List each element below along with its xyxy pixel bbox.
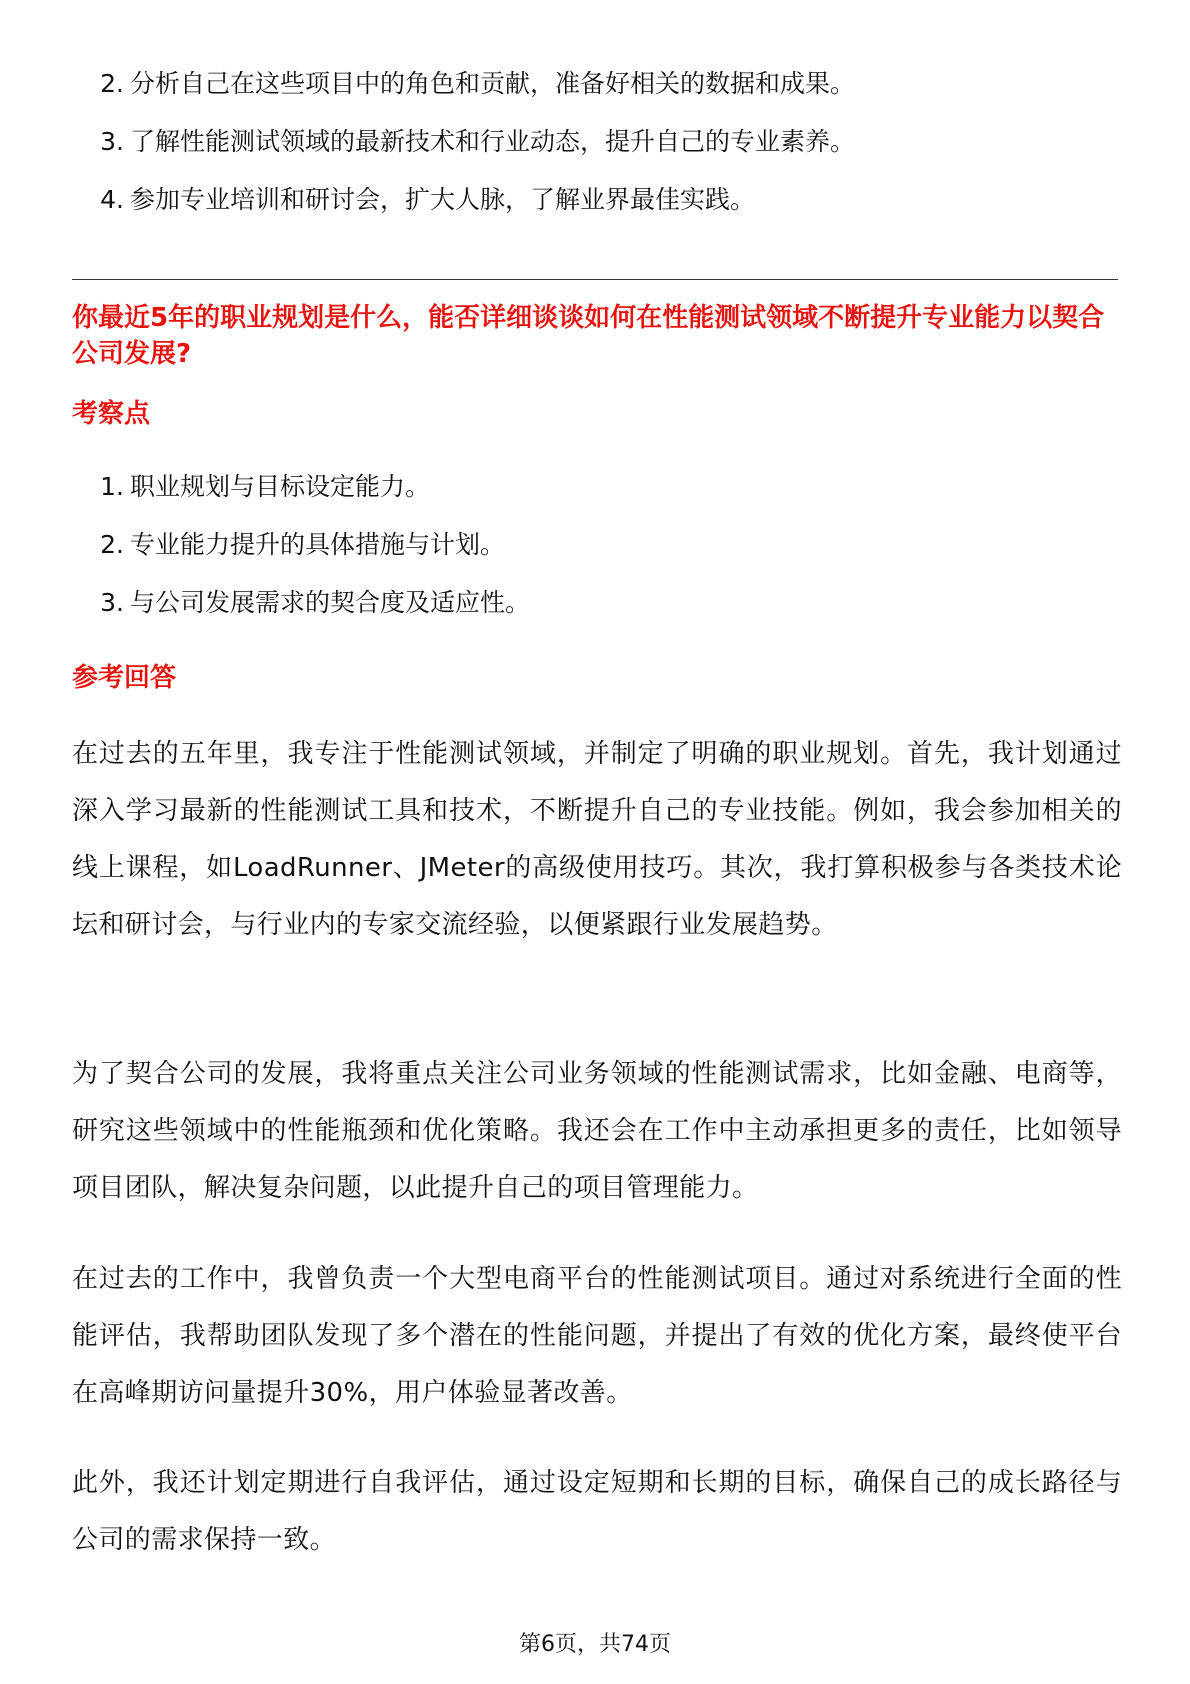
answer-paragraph: 此外，我还计划定期进行自我评估，通过设定短期和长期的目标，确保自己的成长路径与公司的需求保持一致。 (72, 1468, 1122, 1555)
reference-answer-label: 参考回答 (72, 663, 177, 693)
section-divider (72, 279, 1118, 280)
list-item (72, 516, 530, 574)
list-item-text: 专业能力提升的具体措施与计划。 (130, 530, 506, 559)
question-heading: 你最近5年的职业规划是什么，能否详细谈谈如何在性能测试领域不断提升专业能力以契合公司发展? (72, 303, 1105, 369)
list-item (72, 171, 855, 229)
list-item (72, 458, 530, 516)
answer-paragraph: 在过去的五年里，我专注于性能测试领域，并制定了明确的职业规划。首先，我计划通过深入学习最新的性能测试工具和技术，不断提升自己的专业技能。例如，我会参加相关的线上课程，如LoadRunner、JMeter的高级使用技巧。其次，我打算积极参与各类技术论坛和研讨会，与行业内的专家交流经验，以便紧跟行业发展趋势。 (72, 739, 1122, 940)
focus-points-label: 考察点 (72, 399, 151, 429)
list-item-number: 1. (100, 472, 124, 501)
list-item-number: 3. (100, 127, 124, 156)
list-item-text: 与公司发展需求的契合度及适应性。 (130, 588, 531, 617)
answer-paragraph: 为了契合公司的发展，我将重点关注公司业务领域的性能测试需求，比如金融、电商等，研究这些领域中的性能瓶颈和优化策略。我还会在工作中主动承担更多的责任，比如领导项目团队，解决复杂问题，以此提升自己的项目管理能力。 (72, 1059, 1122, 1203)
list-item (72, 55, 855, 113)
list-item-number: 2. (100, 69, 124, 98)
previous-numbered-list (72, 55, 855, 229)
focus-points-list (72, 458, 530, 632)
list-item-text: 参加专业培训和研讨会，扩大人脉，了解业界最佳实践。 (130, 185, 756, 214)
list-item-text: 分析自己在这些项目中的角色和贡献，准备好相关的数据和成果。 (130, 69, 856, 98)
answer-paragraph: 在过去的工作中，我曾负责一个大型电商平台的性能测试项目。通过对系统进行全面的性能评估，我帮助团队发现了多个潜在的性能问题，并提出了有效的优化方案，最终使平台在高峰期访问量提升30%，用户体验显著改善。 (72, 1264, 1122, 1408)
list-item (72, 113, 855, 171)
list-item-number: 3. (100, 588, 124, 617)
list-item-text: 了解性能测试领域的最新技术和行业动态，提升自己的专业素养。 (130, 127, 856, 156)
list-item-text: 职业规划与目标设定能力。 (130, 472, 431, 501)
list-item-number: 2. (100, 530, 124, 559)
page-number-footer: 第6页，共74页 (519, 1632, 671, 1657)
list-item-number: 4. (100, 185, 124, 214)
list-item (72, 574, 530, 632)
